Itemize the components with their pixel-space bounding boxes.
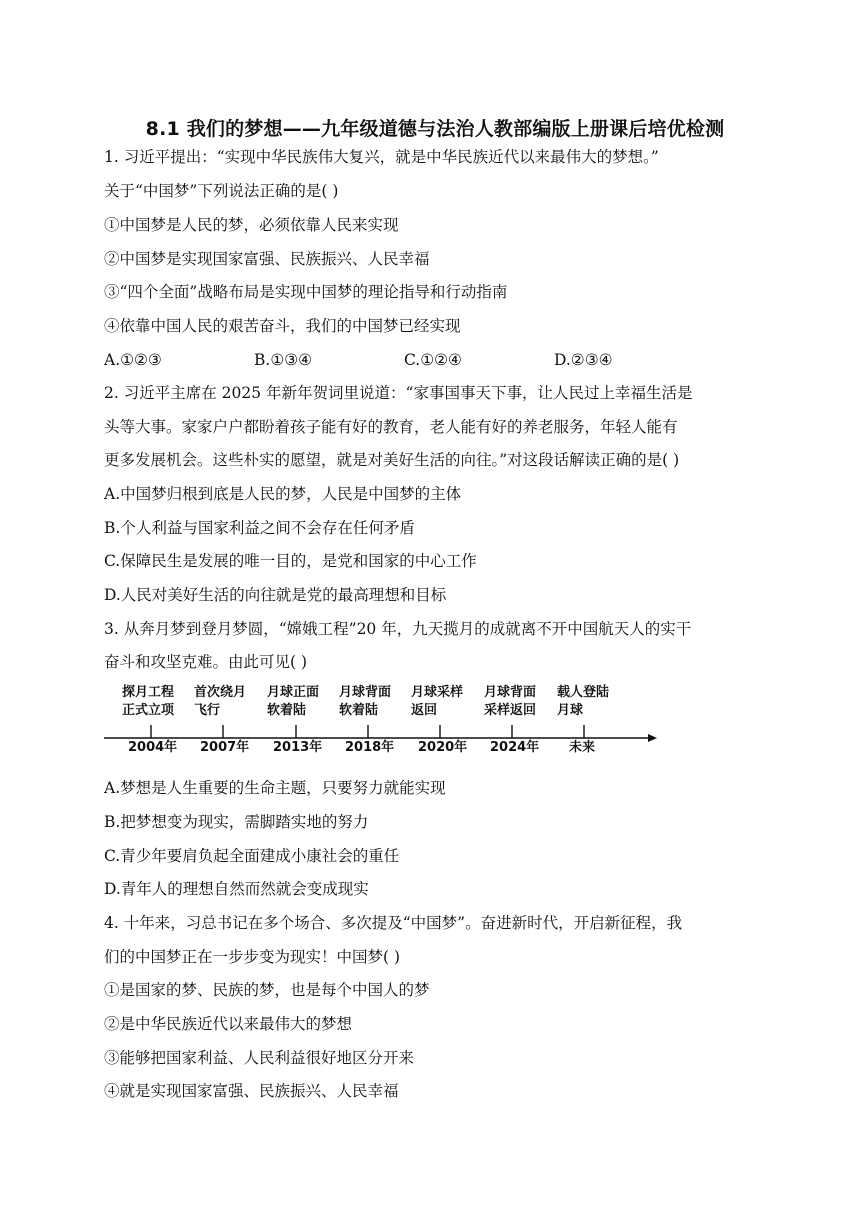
q3-option-d: D.青年人的理想自然而然就会变成现实 [104, 880, 369, 898]
q1-item-1: ①中国梦是人民的梦，必须依靠人民来实现 [104, 216, 399, 234]
q2-option-b: B.个人利益与国家利益之间不会存在任何矛盾 [104, 519, 415, 537]
timeline-event-2004: 探月工程 正式立项 [122, 685, 175, 718]
timeline-event-2024: 月球背面 采样返回 [484, 685, 537, 718]
timeline-event-2007: 首次绕月 飞行 [194, 685, 247, 718]
q3-option-a: A.梦想是人生重要的生命主题，只要努力就能实现 [104, 779, 446, 797]
timeline-event-2018: 月球背面 软着陆 [339, 685, 392, 718]
q1-option-a: A.①②③ [104, 351, 162, 369]
q3-option-c: C.青少年要肩负起全面建成小康社会的重任 [104, 847, 400, 865]
timeline-event-2013: 月球正面 软着陆 [267, 685, 320, 718]
timeline-arrowhead [648, 734, 657, 742]
q4-item-3: ③能够把国家利益、人民利益很好地区分开来 [104, 1049, 415, 1067]
q2-option-d: D.人民对美好生活的向往就是党的最高理想和目标 [104, 586, 447, 604]
q4-item-2: ②是中华民族近代以来最伟大的梦想 [104, 1015, 353, 1033]
timeline-event-future: 载人登陆 月球 [557, 685, 610, 718]
timeline-year-2004: 2004年 [128, 740, 178, 755]
q4-stem-line-2: 们的中国梦正在一步步变为现实！中国梦( ) [104, 948, 401, 966]
q1-item-2: ②中国梦是实现国家富强、民族振兴、人民幸福 [104, 250, 430, 268]
q3-stem-line-2: 奋斗和攻坚克难。由此可见( ) [104, 653, 308, 671]
q3-stem-line-1: 3. 从奔月梦到登月梦圆，“嫦娥工程”20 年，九天揽月的成就离不开中国航天人的实干 [104, 620, 692, 638]
q2-stem-line-3: 更多发展机会。这些朴实的愿望，就是对美好生活的向往。”对这段话解读正确的是( ) [104, 451, 680, 469]
q2-stem-line-1: 2. 习近平主席在 2025 年新年贺词里说道：“家事国事天下事，让人民过上幸福生活是 [104, 384, 693, 402]
q1-stem-line-2: 关于“中国梦”下列说法正确的是( ) [104, 182, 339, 200]
timeline-year-2020: 2020年 [418, 740, 468, 755]
timeline-year-2007: 2007年 [200, 740, 250, 755]
timeline-year-2024: 2024年 [490, 740, 540, 755]
q2-option-a: A.中国梦归根到底是人民的梦，人民是中国梦的主体 [104, 485, 462, 503]
timeline-event-2020: 月球采样 返回 [411, 685, 464, 718]
chang-e-timeline [100, 680, 660, 762]
q1-option-c: C.①②④ [404, 351, 462, 369]
q1-item-4: ④依靠中国人民的艰苦奋斗，我们的中国梦已经实现 [104, 317, 461, 335]
q1-stem-line-1: 1. 习近平提出：“实现中华民族伟大复兴，就是中华民族近代以来最伟大的梦想。” [104, 148, 659, 166]
timeline-year-2018: 2018年 [345, 740, 395, 755]
document-title: 8.1 我们的梦想——九年级道德与法治人教部编版上册课后培优检测 [145, 118, 725, 140]
q4-item-4: ④就是实现国家富强、民族振兴、人民幸福 [104, 1082, 399, 1100]
q3-option-b: B.把梦想变为现实，需脚踏实地的努力 [104, 813, 369, 831]
q2-option-c: C.保障民生是发展的唯一目的，是党和国家的中心工作 [104, 552, 477, 570]
timeline-year-2013: 2013年 [273, 740, 323, 755]
q2-stem-line-2: 头等大事。家家户户都盼着孩子能有好的教育，老人能有好的养老服务，年轻人能有 [104, 418, 678, 436]
q1-option-b: B.①③④ [254, 351, 313, 369]
q4-stem-line-1: 4. 十年来，习总书记在多个场合、多次提及“中国梦”。奋进新时代，开启新征程，我 [104, 914, 683, 932]
q1-option-d: D.②③④ [554, 351, 613, 369]
q1-item-3: ③“四个全面”战略布局是实现中国梦的理论指导和行动指南 [104, 283, 508, 301]
q4-item-1: ①是国家的梦、民族的梦，也是每个中国人的梦 [104, 981, 430, 999]
timeline-year-future: 未来 [569, 740, 596, 755]
